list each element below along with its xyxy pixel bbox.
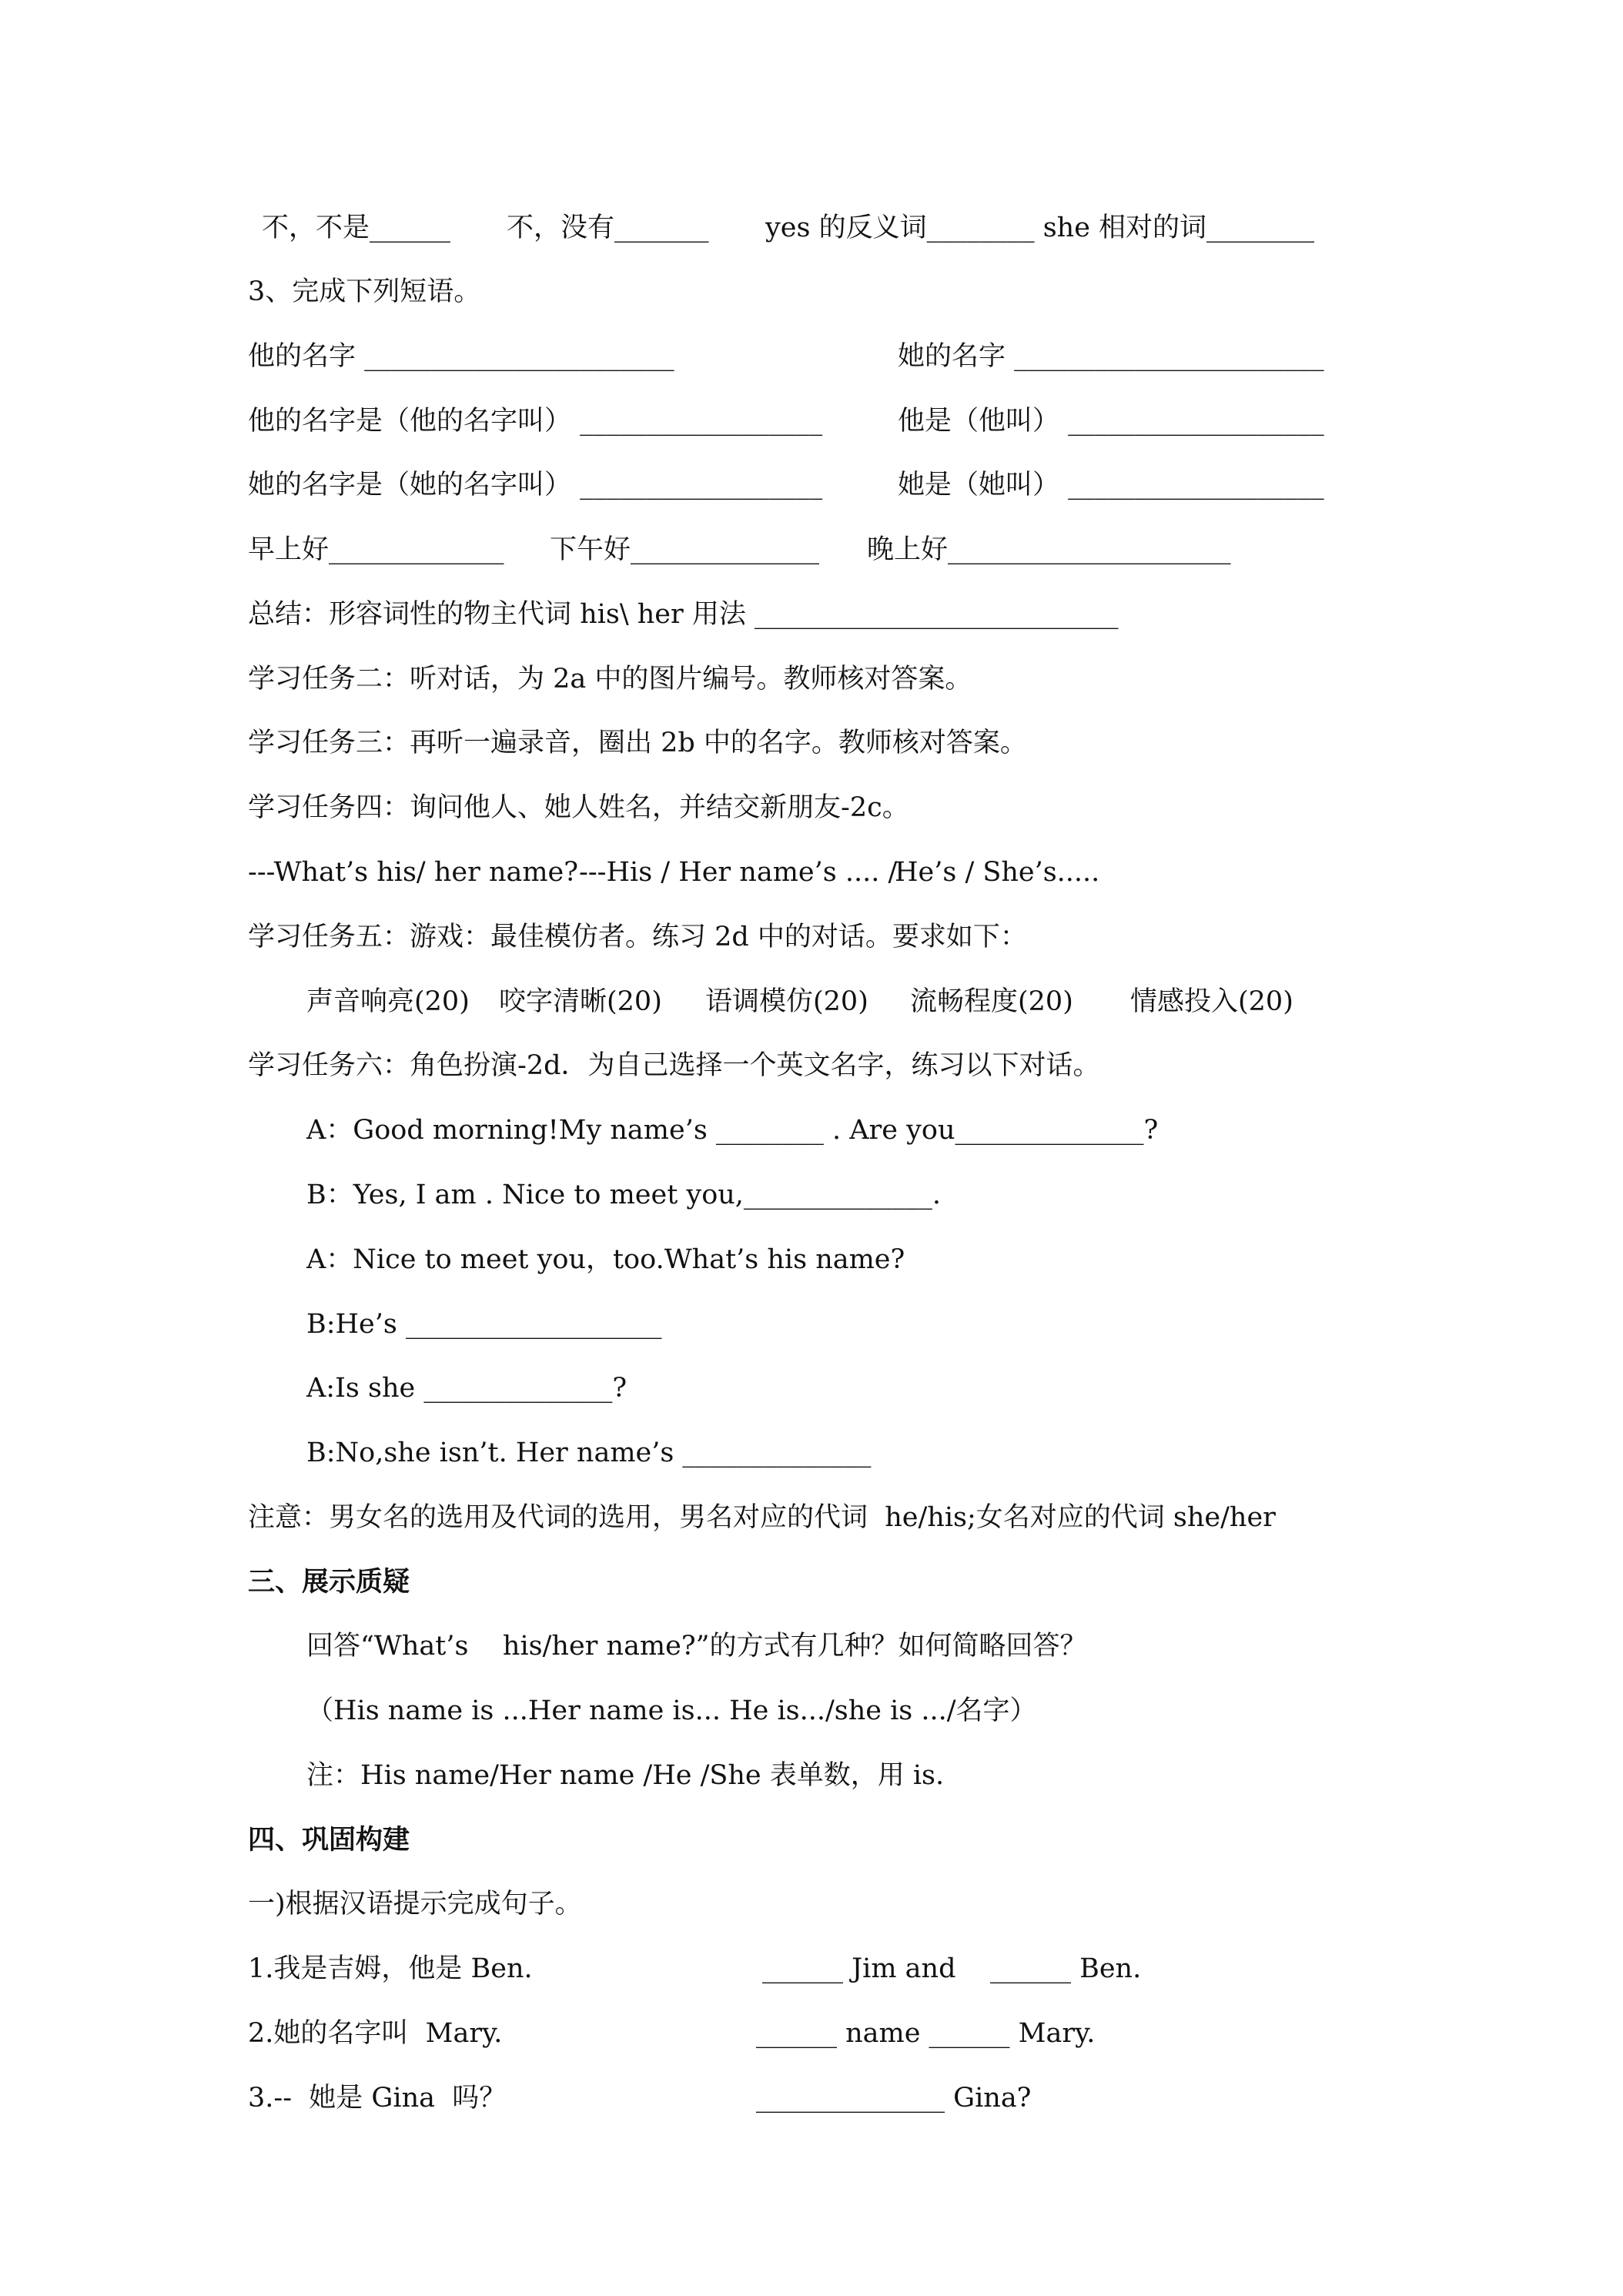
- criterion-clear-pronunciation: 咬字清晰(20): [499, 986, 662, 1017]
- criterion-loud-voice: 声音响亮(20): [306, 986, 470, 1017]
- exercise-2-blanks: ______ name ______ Mary.: [756, 2018, 1096, 2049]
- task-six: 学习任务六：角色扮演-2d．为自己选择一个英文名字，练习以下对话。: [248, 1050, 1100, 1081]
- dialogue-line-2: B：Yes, I am . Nice to meet you,______________.: [306, 1180, 942, 1210]
- phrase-his-name: 他的名字 _______________________: [248, 341, 674, 372]
- section-heading-three: 三、展示质疑: [248, 1566, 410, 1598]
- task-three: 学习任务三：再听一遍录音，圈出 2b 中的名字。教师核对答案。: [248, 728, 1027, 758]
- exercise-instruction: 一)根据汉语提示完成句子。: [248, 1889, 582, 1919]
- section-heading-four: 四、巩固构建: [248, 1824, 410, 1856]
- criterion-intonation: 语调模仿(20): [705, 986, 868, 1017]
- dialogue-line-3: A：Nice to meet you，too.What’s his name?: [306, 1244, 905, 1275]
- dialogue-line-1: A：Good morning!My name’s ________ . Are you______________?: [306, 1115, 1159, 1146]
- summary-line: 总结：形容词性的物主代词 his\ her 用法 ___________________________: [248, 599, 1119, 630]
- exercise-3-prompt: 3.-- 她是 Gina 吗？: [248, 2083, 507, 2114]
- exercise-3-blanks: ______________ Gina?: [756, 2083, 1032, 2114]
- phrase-he-is: 他是（他叫） ___________________: [898, 406, 1324, 437]
- task-four: 学习任务四：询问他人、她人姓名，并结交新朋友-2c。: [248, 792, 909, 823]
- phrase-her-name: 她的名字 _______________________: [898, 341, 1324, 372]
- task-two: 学习任务二：听对话，为 2a 中的图片编号。教师核对答案。: [248, 664, 972, 694]
- pattern-answer-short: He’s / She’s.....: [895, 857, 1100, 888]
- phrase-good-afternoon: 下午好______________: [550, 534, 820, 565]
- dialogue-line-6: B:No,she isn’t. Her name’s ______________: [306, 1438, 872, 1468]
- answer-forms: （His name is ...Her name is... He is.../she is .../名字）: [306, 1695, 1037, 1726]
- singular-note: 注：His name/Her name /He /She 表单数，用 is.: [306, 1760, 945, 1791]
- phrase-she-is: 她是（她叫） ___________________: [898, 470, 1324, 500]
- pattern-question: ---What’s his/ her name?: [248, 857, 579, 888]
- phrase-his-name-is: 他的名字是（他的名字叫） __________________: [248, 406, 823, 437]
- criterion-emotion: 情感投入(20): [1130, 986, 1293, 1017]
- phrase-her-name-is: 她的名字是（她的名字叫） __________________: [248, 470, 823, 500]
- note-line: 注意：男女名的选用及代词的选用，男名对应的代词 he/his;女名对应的代词 she/her: [248, 1502, 1276, 1533]
- section-complete-phrases: 3、完成下列短语。: [248, 276, 481, 307]
- fill-no-none: 不，没有_______: [507, 213, 709, 243]
- dialogue-line-5: A:Is she ______________?: [306, 1373, 627, 1404]
- task-five: 学习任务五：游戏：最佳模仿者。练习 2d 中的对话。要求如下：: [248, 922, 1027, 952]
- criterion-fluency: 流畅程度(20): [910, 986, 1073, 1017]
- exercise-1-prompt: 1.我是吉姆，他是 Ben.: [248, 1953, 533, 1984]
- exercise-item-3: [248, 2081, 1623, 2183]
- scoring-criteria: [306, 985, 1623, 1188]
- phrase-good-evening: 晚上好_____________________: [867, 534, 1231, 565]
- pattern-answer-name: ---His / Her name’s .... /: [579, 857, 898, 888]
- exercise-2-prompt: 2.她的名字叫 Mary.: [248, 2018, 503, 2049]
- fill-yes-she-pair: yes 的反义词________ she 相对的词________: [765, 213, 1315, 243]
- question-line: 回答“What’s his/her name?”的方式有几种？如何简略回答？: [306, 1631, 1087, 1662]
- phrase-good-morning: 早上好_____________: [248, 534, 504, 565]
- dialogue-line-4: B:He’s ___________________: [306, 1309, 662, 1340]
- exercise-1-blanks: ______ Jim and ______ Ben.: [762, 1953, 1142, 1984]
- fill-no-not: 不，不是______: [262, 213, 451, 243]
